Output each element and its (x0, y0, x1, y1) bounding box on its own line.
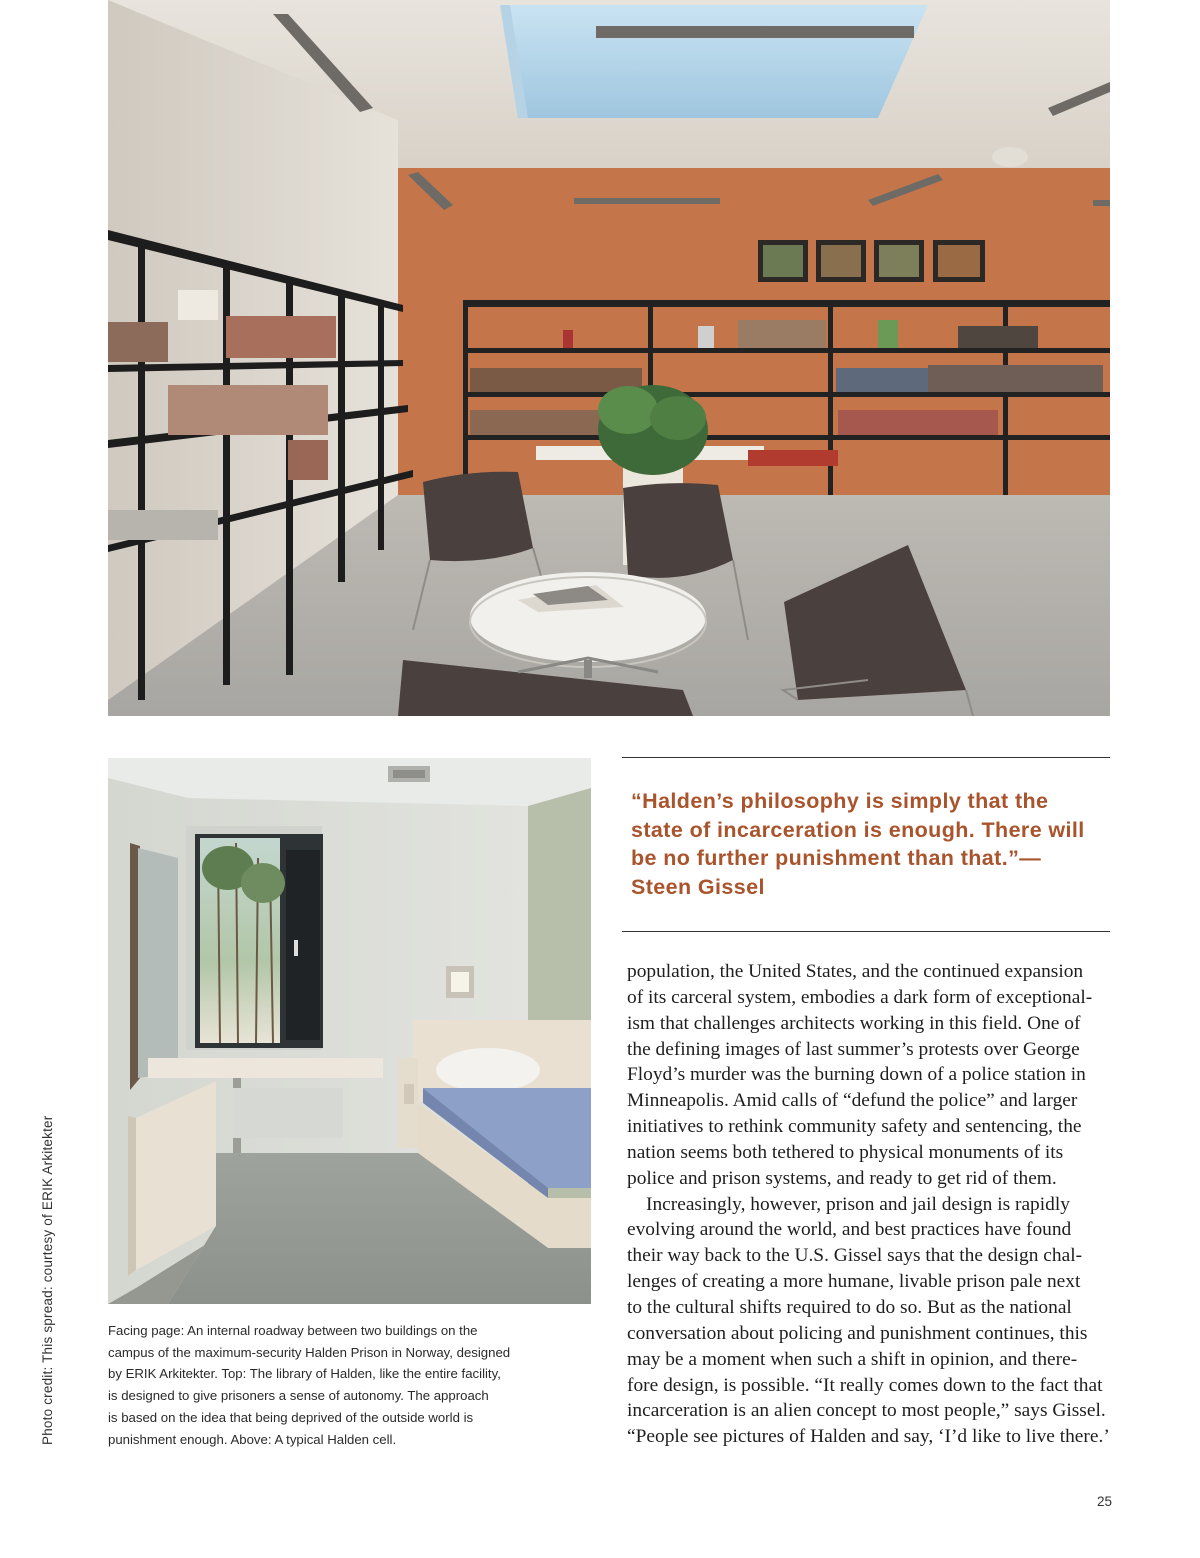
body-line: of its carceral system, embodies a dark form of exceptional- (627, 986, 1093, 1008)
caption-line: Facing page: An internal roadway between two buildings on the (108, 1323, 478, 1338)
body-line: nation seems both tethered to physical monuments of its (627, 1141, 1064, 1163)
photo-credit: Photo credit: This spread: courtesy of ERIK Arkitekter (40, 1115, 55, 1445)
body-line: conversation about policing and punishment continues, this (627, 1322, 1088, 1344)
body-line: initiatives to rethink community safety and sentencing, the (627, 1116, 1082, 1138)
body-line: Minneapolis. Amid calls of “defund the police” and larger (627, 1090, 1078, 1112)
caption-line: is designed to give prisoners a sense of autonomy. The approach (108, 1388, 489, 1404)
library-photo (108, 0, 1110, 716)
pull-quote: “Halden’s philosophy is simply that the state of incarceration is enough. There will be no further punishment than that.”—Steen Gissel (631, 789, 1085, 899)
paragraph-start-line: Increasingly, however, prison and jail design is rapidly (646, 1193, 1070, 1215)
caption-line: by ERIK Arkitekter. Top: The library of Halden, like the entire facility, (108, 1366, 501, 1382)
body-line: police and prison systems, and ready to get rid of them. (627, 1167, 1057, 1189)
page-number: 25 (1096, 1494, 1112, 1509)
body-line: ism that challenges architects working in this field. One of (627, 1012, 1081, 1034)
prison-cell-photo (108, 758, 591, 1304)
caption-line: is based on the idea that being deprived of the outside world is (108, 1409, 474, 1425)
photo-caption (108, 1320, 563, 1450)
pull-quote-bottom-rule (622, 931, 1110, 932)
body-line: Floyd’s murder was the burning down of a police station in (627, 1064, 1086, 1086)
pull-quote-top-rule (622, 757, 1110, 758)
body-line: fore design, is possible. “It really comes down to the fact that (627, 1374, 1103, 1396)
body-line: evolving around the world, and best practices have found (627, 1219, 1072, 1241)
body-line: population, the United States, and the continued expansion (627, 961, 1084, 982)
body-line: their way back to the U.S. Gissel says that the design chal- (627, 1245, 1083, 1267)
body-line: incarceration is an alien concept to most people,” says Gissel. (627, 1400, 1106, 1422)
body-line: to the cultural shifts required to do so. But as the national (627, 1296, 1072, 1318)
body-line: the defining images of last summer’s protests over George (627, 1038, 1080, 1060)
photo-credit-wrapper (38, 1045, 58, 1445)
body-line: “People see pictures of Halden and say, ‘I’d like to live there.’ (627, 1426, 1110, 1448)
body-line: lenges of creating a more humane, livable prison pale next (627, 1271, 1081, 1293)
caption-line: campus of the maximum-security Halden Prison in Norway, designed (108, 1344, 511, 1360)
body-line: may be a moment when such a shift in opinion, and there- (627, 1348, 1078, 1370)
article-body (627, 959, 1117, 1450)
caption-line: punishment enough. Above: A typical Halden cell. (108, 1431, 397, 1447)
